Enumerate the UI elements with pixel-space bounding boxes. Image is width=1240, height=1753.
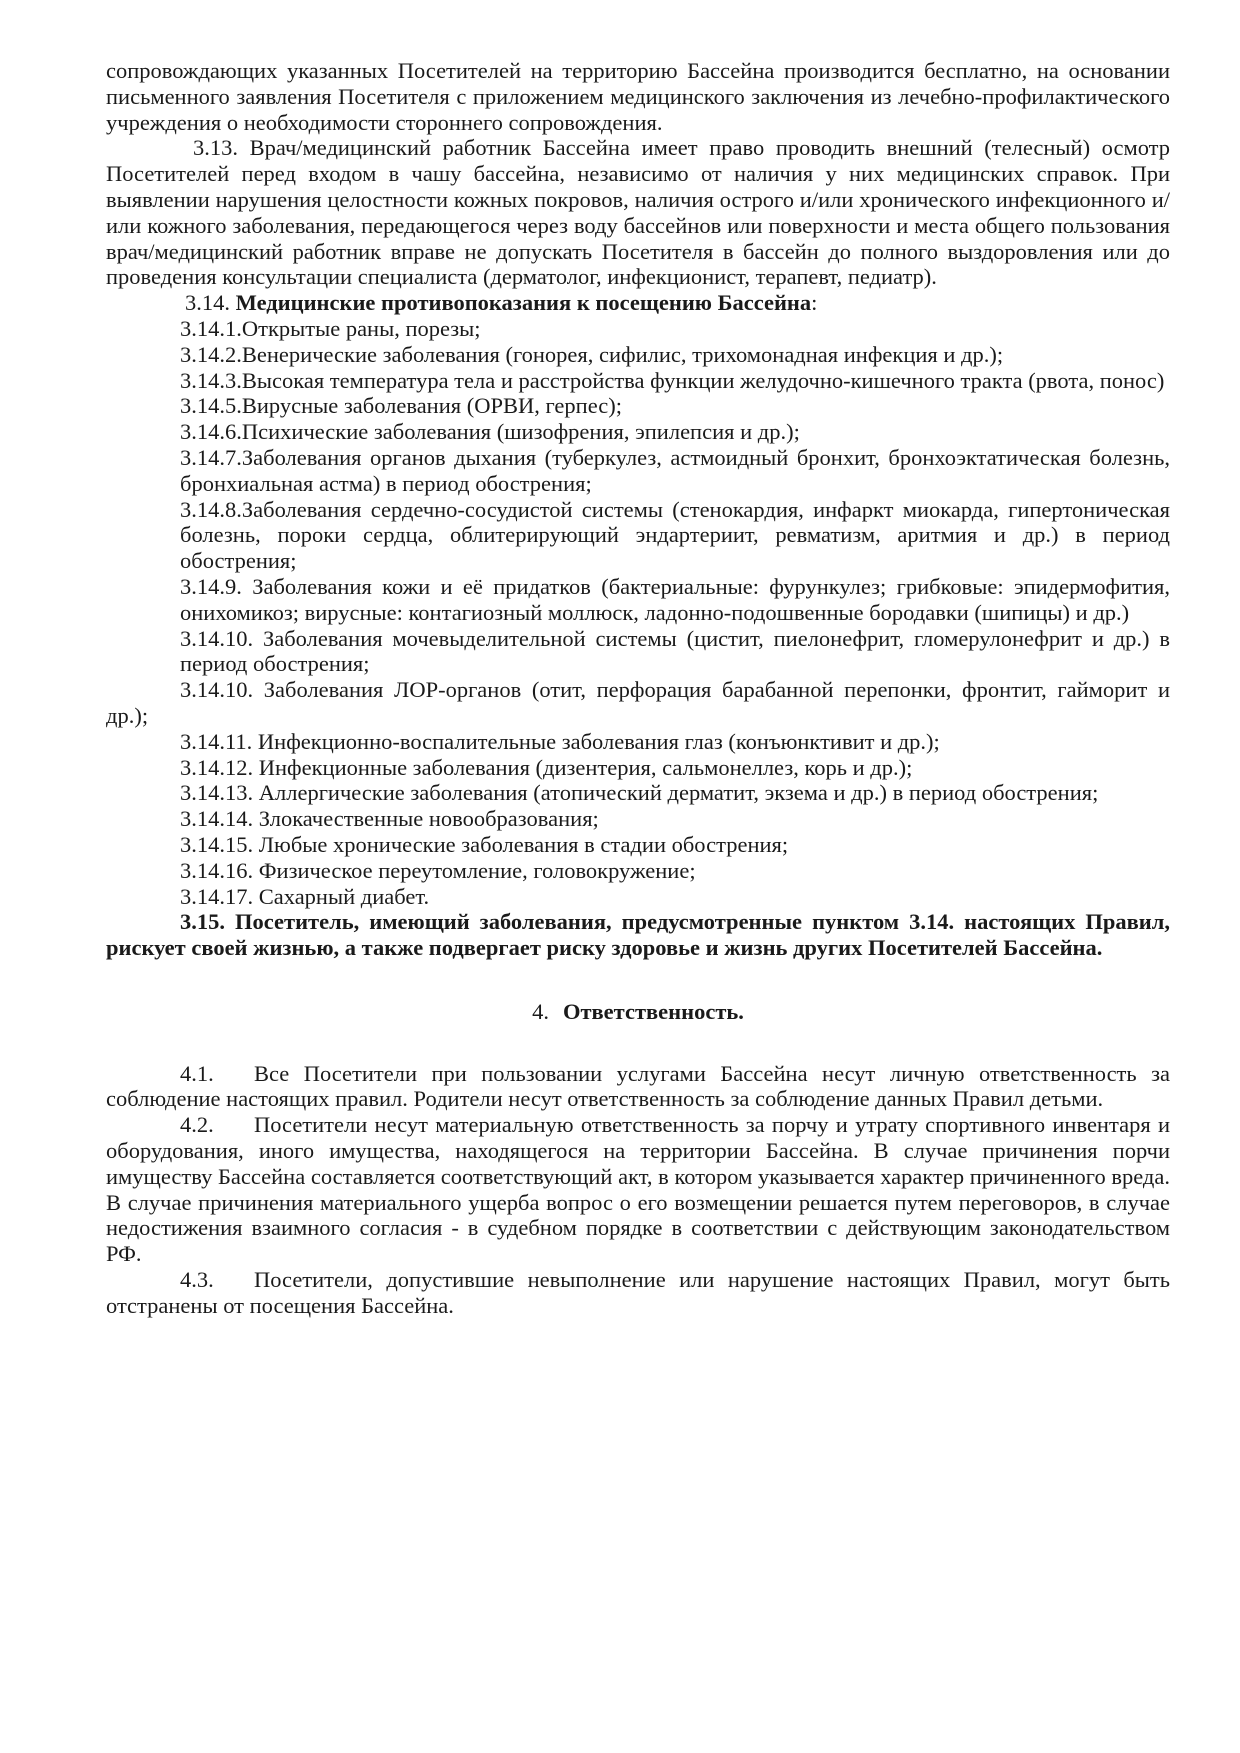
item-text: Открытые раны, порезы; xyxy=(241,315,481,341)
item-text: Инфекционные заболевания (дизентерия, сальмонеллез, корь и др.); xyxy=(253,754,913,780)
item-number: 3.14.5. xyxy=(180,393,242,419)
item-text: Посетители несут материальную ответственность за порчу и утрату спортивного инвентаря и оборудования, иного имущества, находящегося на территории Бассейна. В случае причинения порчи имуществу Бассейна составляется соответствующий акт, в котором указывается характер причиненного вреда. В случае причинения материального ущерба вопрос о его возмещении решается путем переговоров, в случае недостижения взаимного согласия - в судебном порядке в соответствии с действующим законодательством РФ. xyxy=(106,1112,1170,1267)
contraindication-item xyxy=(106,832,1170,858)
item-text: Заболевания сердечно-сосудистой системы (стенокардия, инфаркт миокарда, гипертоническая болезнь, пороки сердца, облитерирующий эндартериит, ревматизм, аритмия и др.) в период обострения; xyxy=(180,496,1170,574)
item-number: 3.14.6. xyxy=(180,419,242,445)
item-text: Любые хронические заболевания в стадии обострения; xyxy=(253,831,789,857)
section-4-heading xyxy=(106,999,1170,1025)
contraindication-item xyxy=(106,419,1170,445)
item-text: Злокачественные новообразования; xyxy=(253,806,599,832)
item-number: 3.14.3. xyxy=(180,367,242,393)
responsibility-item xyxy=(106,1061,1170,1113)
item-text: Высокая температура тела и расстройства функции желудочно-кишечного тракта (рвота, понос) xyxy=(241,367,1165,393)
section-4-number: 4. xyxy=(532,998,549,1024)
item-text: Заболевания ЛОР-органов (отит, перфорация барабанной перепонки, фронтит, гайморит и др.); xyxy=(106,677,1170,728)
clause-3-14-title: Медицинские противопоказания к посещению Бассейна xyxy=(235,290,812,316)
item-text: Заболевания органов дыхания (туберкулез, астмоидный бронхит, бронхоэктатическая болезнь, бронхиальная астма) в период обострения; xyxy=(180,444,1170,496)
item-text: Заболевания мочевыделительной системы (цистит, пиелонефрит, гломерулонефрит и др.) в период обострения; xyxy=(180,625,1170,677)
contraindication-item xyxy=(106,626,1170,678)
contraindication-item xyxy=(106,497,1170,574)
clause-3-15: 3.15. Посетитель, имеющий заболевания, предусмотренные пунктом 3.14. настоящих Правил, рискует своей жизнью, а также подвергает риску здоровье и жизнь других Посетителей Бассейна. xyxy=(106,909,1170,961)
responsibility-item xyxy=(106,1112,1170,1267)
item-text: Вирусные заболевания (ОРВИ, герпес); xyxy=(241,393,622,419)
clause-3-14-heading xyxy=(106,290,1170,316)
contraindication-item xyxy=(106,574,1170,626)
contraindication-item xyxy=(106,342,1170,368)
item-number: 3.14.8. xyxy=(180,496,242,522)
item-number: 3.14.15. xyxy=(180,831,254,857)
section-4-title: Ответственность. xyxy=(562,998,744,1024)
item-number: 3.14.11. xyxy=(180,728,253,754)
item-number: 4.2. xyxy=(180,1112,214,1138)
contraindication-item xyxy=(106,755,1170,781)
item-text: Инфекционно-воспалительные заболевания глаз (конъюнктивит и др.); xyxy=(252,728,940,754)
item-text: Психические заболевания (шизофрения, эпилепсия и др.); xyxy=(241,419,800,445)
contraindication-item xyxy=(106,780,1170,806)
item-number: 3.14.17. xyxy=(180,883,254,909)
document-page xyxy=(106,58,1170,1319)
item-number: 3.14.14. xyxy=(180,806,254,832)
item-number: 3.14.10. xyxy=(180,677,254,703)
item-number: 3.14.13. xyxy=(180,780,254,806)
contraindication-item xyxy=(106,316,1170,342)
item-number: 3.14.9. xyxy=(180,573,242,599)
item-text: Венерические заболевания (гонорея, сифилис, трихомонадная инфекция и др.); xyxy=(241,341,1004,367)
contraindication-item xyxy=(106,729,1170,755)
contraindication-item xyxy=(106,368,1170,394)
clause-3-13 xyxy=(106,135,1170,290)
item-text: Все Посетители при пользовании услугами Бассейна несут личную ответственность за соблюдение настоящих правил. Родители несут ответственность за соблюдение данных Правил детьми. xyxy=(106,1060,1170,1112)
contraindication-item xyxy=(106,806,1170,832)
item-number: 3.14.16. xyxy=(180,857,254,883)
item-number: 3.14.7. xyxy=(180,444,242,470)
item-number: 3.14.12. xyxy=(180,754,254,780)
item-text: Аллергические заболевания (атопический дерматит, экзема и др.) в период обострения; xyxy=(253,780,1099,806)
item-text: Заболевания кожи и её придатков (бактериальные: фурункулез; грибковые: эпидермофития, онихомикоз; вирусные: контагиозный моллюск, ладонно-подошвенные бородавки (шипицы) и др.) xyxy=(180,573,1170,625)
clause-3-13-text: Врач/медицинский работник Бассейна имеет право проводить внешний (телесный) осмотр Посетителей перед входом в чашу бассейна, независимо от наличия у них медицинских справок. При выявлении нарушения целостности кожных покровов, наличия острого и/или хронического инфекционного и/или кожного заболевания, передающегося через воду бассейнов или поверхности и места общего пользования врач/медицинский работник вправе не допускать Посетителя в бассейн до полного выздоровления или до проведения консультации специалиста (дерматолог, инфекционист, терапевт, педиатр). xyxy=(106,135,1171,290)
responsibility-item xyxy=(106,1267,1170,1319)
item-text: Сахарный диабет. xyxy=(253,883,430,909)
item-number: 4.1. xyxy=(180,1060,214,1086)
clause-3-14-colon: : xyxy=(811,290,818,316)
contraindication-item xyxy=(106,858,1170,884)
item-number: 3.14.10. xyxy=(180,625,254,651)
continuation-paragraph: сопровождающих указанных Посетителей на территорию Бассейна производится бесплатно, на основании письменного заявления Посетителя с приложением медицинского заключения из лечебно-профилактического учреждения о необходимости стороннего сопровождения. xyxy=(106,58,1170,135)
item-text: Физическое переутомление, головокружение; xyxy=(253,857,696,883)
clause-3-14-number: 3.14. xyxy=(185,290,230,316)
contraindication-item xyxy=(106,884,1170,910)
contraindication-item xyxy=(106,445,1170,497)
item-text: Посетители, допустившие невыполнение или нарушение настоящих Правил, могут быть отстранены от посещения Бассейна. xyxy=(106,1267,1170,1318)
contraindication-item xyxy=(106,393,1170,419)
item-number: 3.14.2. xyxy=(180,341,242,367)
clause-3-13-number: 3.13. xyxy=(193,135,238,161)
item-number: 4.3. xyxy=(180,1267,214,1293)
contraindication-item xyxy=(106,677,1170,729)
item-number: 3.14.1. xyxy=(180,315,242,341)
